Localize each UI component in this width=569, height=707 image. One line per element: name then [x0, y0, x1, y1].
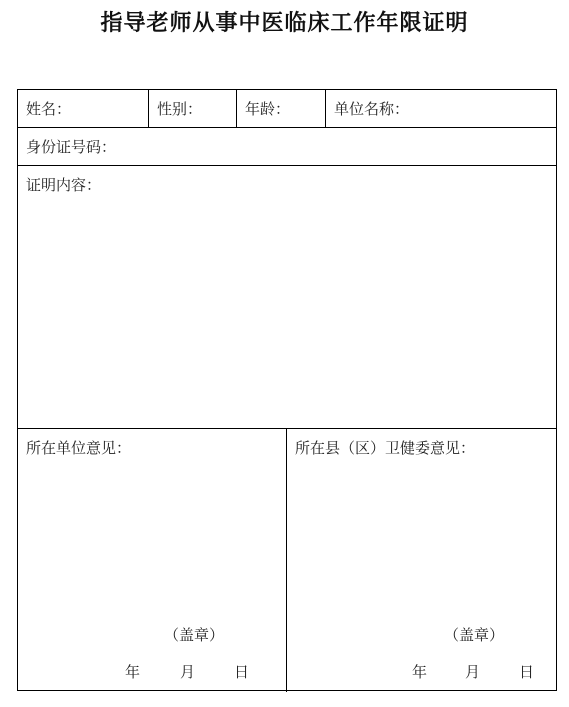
name-field[interactable] — [18, 90, 149, 127]
gender-label: 性别： — [157, 100, 203, 118]
unit-day-label: 日 — [234, 663, 250, 681]
certificate-content-area[interactable] — [18, 166, 556, 429]
county-seal-label: （盖章） — [444, 626, 505, 644]
unit-name-label: 单位名称： — [334, 100, 410, 118]
unit-name-field[interactable] — [326, 90, 558, 127]
age-label: 年龄： — [245, 100, 291, 118]
id-number-row[interactable] — [18, 128, 556, 166]
unit-opinion-area[interactable] — [18, 429, 287, 692]
age-field[interactable] — [237, 90, 326, 127]
unit-opinion-label: 所在单位意见： — [26, 439, 132, 457]
page-title: 指导老师从事中医临床工作年限证明 — [100, 11, 469, 36]
county-year-label: 年 — [412, 663, 428, 681]
unit-month-label: 月 — [180, 663, 196, 681]
certificate-form — [17, 89, 557, 691]
name-label: 姓名： — [26, 100, 72, 118]
county-month-label: 月 — [465, 663, 481, 681]
unit-seal-label: （盖章） — [164, 626, 225, 644]
opinions-row — [18, 429, 556, 692]
gender-field[interactable] — [149, 90, 237, 127]
id-number-label: 身份证号码： — [26, 138, 117, 156]
certificate-content-label: 证明内容： — [26, 176, 102, 194]
unit-year-label: 年 — [125, 663, 141, 681]
county-day-label: 日 — [519, 663, 535, 681]
personal-info-row — [18, 90, 556, 128]
county-opinion-area[interactable] — [287, 429, 558, 692]
county-opinion-label: 所在县（区）卫健委意见： — [295, 439, 476, 457]
